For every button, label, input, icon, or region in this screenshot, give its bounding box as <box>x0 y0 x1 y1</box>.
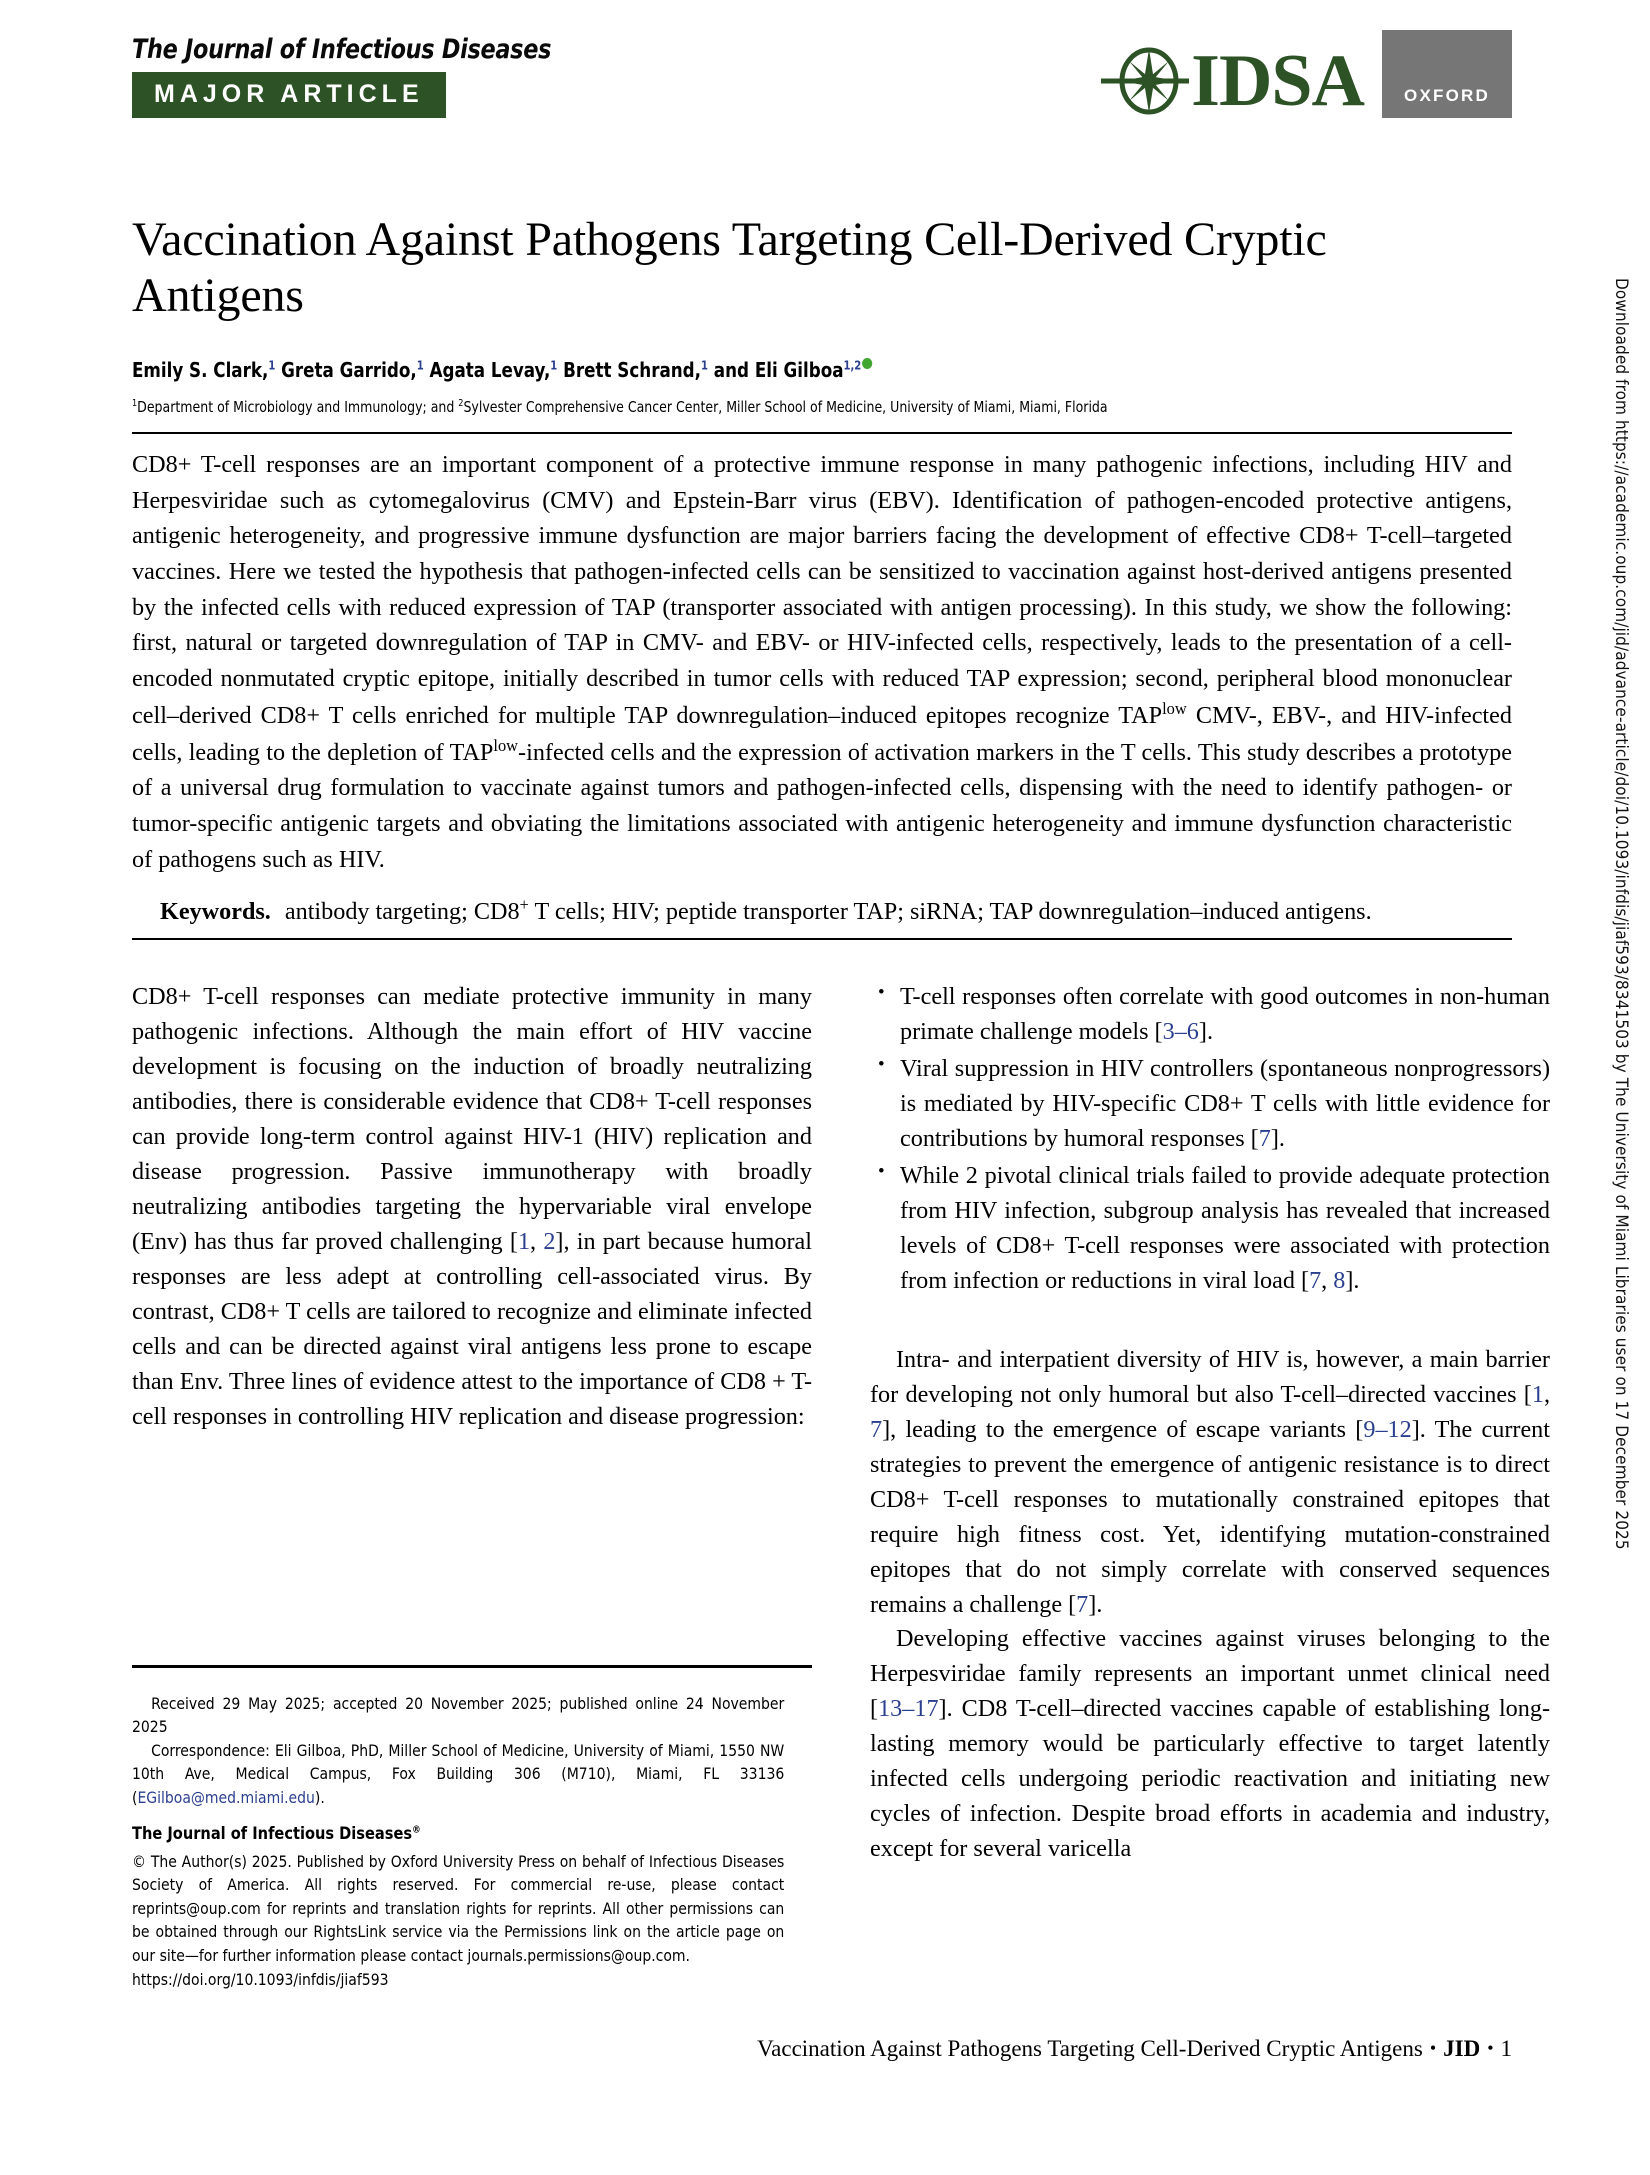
intro-paragraph-3: Developing effective vaccines against viruses belonging to the Herpesviridae family represents an important unmet clinical need [13–17]. CD8 T-cell–directed vaccines capable of establishing long-lasting memory would be particularly effective to target latently infected cells undergoing periodic reactivation and initiating new cycles of infection. Despite broad efforts in academia and industry, except for several varicella <box>870 1625 1550 1863</box>
oxford-label: OXFORD <box>1404 86 1490 105</box>
author-list <box>132 358 1369 382</box>
journal-trademark: The Journal of Infectious Diseases® <box>132 1824 421 1845</box>
copyright-statement: © The Author(s) 2025. Published by Oxford University Press on behalf of Infectious Diseases Society of America. All rights reserved. For commercial re-use, please contact reprints@oup.com for reprints and translation rights for reprints. All other permissions can be obtained through our RightsLink service via the Permissions link on the article page on our site—for further information please contact journals.permissions@oup.com. <box>132 1851 785 1965</box>
publisher-logos <box>1099 30 1512 121</box>
footnote-block <box>132 1692 784 1991</box>
journal-name: The Journal of Infectious Diseases <box>132 34 552 65</box>
idsa-compass-star-icon <box>1099 41 1191 121</box>
keywords-line <box>132 893 1512 929</box>
keywords-label: Keywords. <box>160 898 271 926</box>
body-column-left <box>132 980 812 1435</box>
author-names: Emily S. Clark,$^1$ Greta Garrido,$^1$ Agata Levay,$^1$ Brett Schrand,$^1$ and Eli Gilboa$^{1,2}$ <box>132 358 862 382</box>
list-item: • Viral suppression in HIV controllers (spontaneous nonprogressors) is mediated by HIV-specific CD8+ T cells with little evidence for contributions by humoral responses [7]. <box>900 1052 1550 1157</box>
received-dates: Received 29 May 2025; accepted 20 November 2025; published online 24 November 2025 <box>132 1694 785 1737</box>
orcid-icon[interactable] <box>862 358 872 369</box>
footer-separator-1: • <box>1429 2038 1437 2058</box>
list-item: • T-cell responses often correlate with good outcomes in non-human primate challenge models [3–6]. <box>900 980 1550 1050</box>
intro-paragraph-2: Intra- and interpatient diversity of HIV is, however, a main barrier for developing not only humoral but also T-cell–directed vaccines [1, 7], leading to the emergence of escape variants [9–12]. The current strategies to prevent the emergence of antigenic resistance is to direct CD8+ T-cell responses to mutationally constrained epitopes that require high fitness cost. Yet, identifying mutation-constrained epitopes that do not simply correlate with conserved sequences remains a challenge [7]. <box>870 1345 1550 1618</box>
abstract-top-rule <box>132 432 1512 434</box>
doi-link[interactable]: https://doi.org/10.1093/infdis/jiaf593 <box>132 1970 389 1989</box>
footer-journal-abbrev: JID <box>1443 2036 1481 2061</box>
correspondence: Correspondence: Eli Gilboa, PhD, Miller School of Medicine, University of Miami, 1550 NW 10th Ave, Medical Campus, Fox Building 306 (M710), Miami, FL 33136 (EGilboa@med.miami.edu). <box>132 1740 785 1807</box>
footnote-rule <box>132 1665 812 1668</box>
idsa-wordmark: IDSA <box>1191 39 1364 122</box>
evidence-bullet-list <box>870 980 1550 1299</box>
oxford-publisher-box <box>1382 30 1512 118</box>
footer-running-title: Vaccination Against Pathogens Targeting Cell-Derived Cryptic Antigens <box>757 2036 1423 2061</box>
keywords-values: antibody targeting; CD8+ T cells; HIV; peptide transporter TAP; siRNA; TAP downregulation–induced antigens. <box>284 895 1372 926</box>
abstract-text: CD8+ T-cell responses are an important component of a protective immune response in many pathogenic infections, including HIV and Herpesviridae such as cytomegalovirus (CMV) and Epstein-Barr virus (EBV). Identification of pathogen-encoded protective antigens, antigenic heterogeneity, and progressive immune dysfunction are major barriers facing the development of effective CD8+ T-cell–targeted vaccines. Here we tested the hypothesis that pathogen-infected cells can be sensitized to vaccination against host-derived antigens presented by the infected cells with reduced expression of TAP (transporter associated with antigen processing). In this study, we show the following: first, natural or targeted downregulation of TAP in CMV- and EBV- or HIV-infected cells, respectively, leads to the presentation of a cell-encoded nonmutated cryptic epitope, initially described in tumor cells with reduced TAP expression; second, peripheral blood mononuclear cell–derived CD8+ T cells enriched for multiple TAP downregulation–induced epitopes recognize $TAP^{low}$ CMV-, EBV-, and HIV-infected cells, leading to the depletion of $TAP^{low}$-infected cells and the expression of activation markers in the T cells. This study describes a prototype of a universal drug formulation to vaccinate against tumors and pathogen-infected cells, dispensing with the need to identify pathogen- or tumor-specific antigenic targets and obviating the limitations associated with antigenic heterogeneity and immune dysfunction characteristic of pathogens such as HIV. <box>132 451 1512 873</box>
article-type-badge: MAJOR ARTICLE <box>132 72 446 118</box>
page-footer <box>132 2036 1512 2062</box>
download-sidebar <box>1608 0 1650 2175</box>
footer-separator-2: • <box>1487 2038 1494 2058</box>
abstract-bottom-rule <box>132 938 1512 940</box>
idsa-logo <box>1099 41 1364 121</box>
list-item: • While 2 pivotal clinical trials failed to provide adequate protection from HIV infection, subgroup analysis has revealed that increased levels of CD8+ T-cell responses were associated with protection from infection or reductions in viral load [7, 8]. <box>900 1159 1550 1299</box>
page-number: 1 <box>1500 2036 1512 2061</box>
download-notice: Downloaded from https://academic.oup.com/jid/advance-article/doi/10.1093/infdis/jiaf593/8341503 by The University of Miami Libraries user on 17 December 2025 <box>1611 278 1631 1550</box>
intro-paragraph-1: CD8+ T-cell responses can mediate protective immunity in many pathogenic infections. Although the main effort of HIV vaccine development is focusing on the induction of broadly neutralizing antibodies, there is considerable evidence that CD8+ T-cell responses can provide long-term control against HIV-1 (HIV) replication and disease progression. Passive immunotherapy with broadly neutralizing antibodies targeting the hypervariable viral envelope (Env) has thus far proved challenging [1, 2], in part because humoral responses are less adept at controlling cell-associated virus. By contrast, CD8+ T cells are tailored to recognize and eliminate infected cells and can be directed against viral antigens less prone to escape than Env. Three lines of evidence attest to the importance of CD8 + T-cell responses in controlling HIV replication and disease progression: <box>132 983 812 1430</box>
affiliations: $^1$Department of Microbiology and Immunology; and $^2$Sylvester Comprehensive Cancer Center, Miller School of Medicine, University of Miami, Miami, Florida <box>132 398 1108 417</box>
body-column-right <box>870 980 1550 1867</box>
page-title: Vaccination Against Pathogens Targeting Cell-Derived Cryptic Antigens <box>132 213 1327 322</box>
